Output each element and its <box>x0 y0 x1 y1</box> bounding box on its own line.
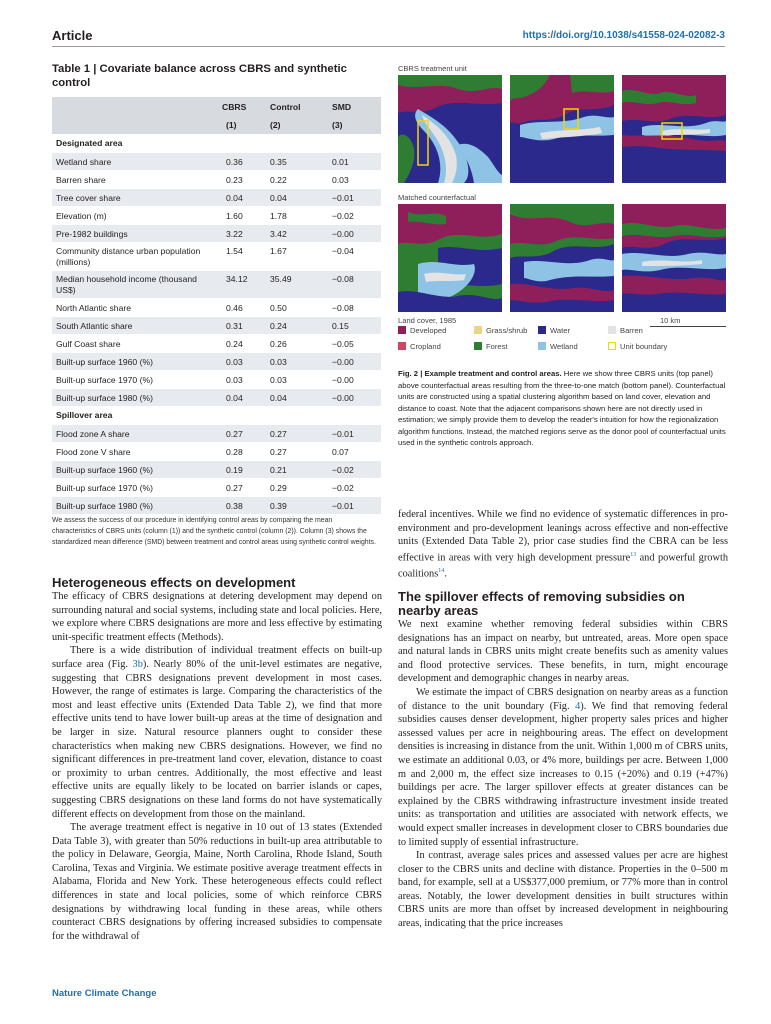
doi-link[interactable]: https://doi.org/10.1038/s41558-024-02082-3 <box>522 30 725 41</box>
map-control-1 <box>398 204 502 312</box>
table-note: We assess the success of our procedure in identifying control areas by comparing the mean characteristics of CBRS units (column (1)) and the synthetic control (column (2)). Column (3) shows the standardized mean difference (SMD) between treatment and control areas using synthetic control weights. <box>52 517 376 546</box>
legend-title: Land cover, 1985 <box>398 316 457 325</box>
table-cell: 0.35 <box>270 157 287 167</box>
table-cell: 34.12 <box>226 274 248 284</box>
legend-label: Unit boundary <box>620 342 668 351</box>
table-cell: 0.24 <box>270 321 287 331</box>
legend-item <box>398 342 441 351</box>
row-label: Built-up surface 1970 (%) <box>56 375 153 385</box>
table-cell: 0.39 <box>270 501 287 511</box>
table-row <box>52 170 381 188</box>
table-row <box>52 242 381 270</box>
table-row <box>52 334 381 352</box>
table-row <box>52 442 381 460</box>
legend-label: Grass/shrub <box>486 326 528 335</box>
col-number-2: (2) <box>270 120 281 130</box>
table-cell: 0.27 <box>270 447 287 457</box>
legend-label: Wetland <box>550 342 578 351</box>
covariate-table <box>52 97 381 514</box>
scale-bar <box>650 326 726 327</box>
map-control-3 <box>622 204 726 312</box>
table-cell: 0.27 <box>226 429 243 439</box>
table-cell: 0.04 <box>270 393 287 403</box>
table-cell: 0.04 <box>226 393 243 403</box>
legend-item <box>608 326 643 335</box>
table-cell: 0.27 <box>226 483 243 493</box>
table-row <box>52 424 381 442</box>
figure-link[interactable]: 3b <box>132 658 143 670</box>
map-treatment-2 <box>510 75 614 183</box>
row-label: North Atlantic share <box>56 303 131 313</box>
table-cell: −0.08 <box>332 303 354 313</box>
table-cell: 0.36 <box>226 157 243 167</box>
table-cell: 1.78 <box>270 211 287 221</box>
table-title: Table 1 | Covariate balance across CBRS and synthetic control <box>52 63 347 89</box>
reference-link[interactable]: 13 <box>630 551 637 558</box>
table-row <box>52 370 381 388</box>
legend-swatch <box>538 326 546 334</box>
journal-footer: Nature Climate Change <box>52 988 157 999</box>
row-label: Barren share <box>56 175 106 185</box>
row-label: Tree cover share <box>56 193 121 203</box>
article-label: Article <box>52 28 93 43</box>
table-row <box>52 496 381 514</box>
legend-label: Forest <box>486 342 508 351</box>
table-cell: 0.03 <box>226 357 243 367</box>
header-divider <box>52 46 725 47</box>
row-label: South Atlantic share <box>56 321 133 331</box>
caption-title: Fig. 2 | Example treatment and control areas. <box>398 369 562 378</box>
table-cell: 0.46 <box>226 303 243 313</box>
table-cell: −0.00 <box>332 357 354 367</box>
table-cell: −0.01 <box>332 429 354 439</box>
scale-bar-label: 10 km <box>660 316 681 325</box>
table-row <box>52 224 381 242</box>
table-cell: 0.03 <box>270 375 287 385</box>
table-row <box>52 388 381 406</box>
col-header-smd: SMD <box>332 102 352 112</box>
table-row <box>52 316 381 334</box>
table-cell: 3.42 <box>270 229 287 239</box>
table-cell: 0.03 <box>226 375 243 385</box>
heading-heterogeneous: Heterogeneous effects on development <box>52 575 296 590</box>
table-cell: −0.05 <box>332 339 354 349</box>
legend-item <box>474 342 508 351</box>
table-cell: −0.01 <box>332 501 354 511</box>
table-cell: −0.02 <box>332 465 354 475</box>
row-label: Built-up surface 1960 (%) <box>56 357 153 367</box>
table-cell: 0.03 <box>270 357 287 367</box>
row-label: Built-up surface 1980 (%) <box>56 501 153 511</box>
legend-item <box>538 342 578 351</box>
left-column-text <box>52 590 382 943</box>
table-cell: −0.00 <box>332 375 354 385</box>
table-row <box>52 152 381 170</box>
legend-item <box>538 326 570 335</box>
table-cell: 0.04 <box>270 193 287 203</box>
table-row <box>52 478 381 496</box>
row-label: Pre-1982 buildings <box>56 229 128 239</box>
legend-swatch <box>398 342 406 350</box>
row-label: Built-up surface 1980 (%) <box>56 393 153 403</box>
table-cell: −0.01 <box>332 193 354 203</box>
table-cell: 0.04 <box>226 193 243 203</box>
row-label: Gulf Coast share <box>56 339 121 349</box>
table-cell: −0.00 <box>332 393 354 403</box>
figure-bottom-label: Matched counterfactual <box>398 193 476 202</box>
table-cell: 1.54 <box>226 246 243 256</box>
legend-label: Cropland <box>410 342 441 351</box>
table-cell: 0.21 <box>270 465 287 475</box>
col-number-1: (1) <box>226 120 237 130</box>
legend-swatch <box>398 326 406 334</box>
table-cell: 0.31 <box>226 321 243 331</box>
table-cell: 0.01 <box>332 157 349 167</box>
table-cell: 0.23 <box>226 175 243 185</box>
table-row <box>52 270 381 298</box>
table-cell: 35.49 <box>270 274 292 284</box>
table-cell: 0.50 <box>270 303 287 313</box>
legend-swatch <box>538 342 546 350</box>
heading-spillover: The spillover effects of removing subsidies on nearby areas <box>398 589 685 618</box>
legend-label: Developed <box>410 326 447 335</box>
caption-text: Here we show three CBRS units (top panel) above counterfactual areas resulting from the three-to-one match (bottom panel). Counterfactual units are constructed using a spatial clustering algorithm based on land cover, elevation and distance to coast. Note that the adjacent comparisons shown here are not directly used in estimation; we simply provide them to develop the reader's intuition for how the regionalization algorithm functions. Instead, the matched regions serve as the donor pool of counterfactual units used in the synthetic controls approach. <box>398 369 726 448</box>
table-cell: −0.02 <box>332 211 354 221</box>
table-cell: 0.38 <box>226 501 243 511</box>
legend-item <box>398 326 446 335</box>
row-label: Wetland share <box>56 157 112 167</box>
row-label: Built-up surface 1970 (%) <box>56 483 153 493</box>
table-cell: 0.26 <box>270 339 287 349</box>
legend-swatch <box>608 342 616 350</box>
legend-item <box>474 326 527 335</box>
table-cell: 3.22 <box>226 229 243 239</box>
table-cell: 0.07 <box>332 447 349 457</box>
figure-top-label: CBRS treatment unit <box>398 64 467 73</box>
paragraph: There is a wide distribution of individual treatment effects on built-up surface area (Fig. 3b). Nearly 80% of the unit-level estimates are negative, suggesting that CBRS designations prevent development in most cases. However, the range of estimates is large. Comparing the characteristics of the most and least effective units (Extended Data Table 2), we find that more effective units tend to have lower built-up areas at the time of designation and be larger in size. Natural resource planners ought to consider these characteristics when making new CBRS designations. However, we find no significant differences in pre-treatment land cover, elevation, distance to coast or proximity to urban centres. Additionally, the most effective and least effective units are equally likely to be located on barrier islands or capes, suggesting CBRS designations on these land forms do not have systematically different effects on development from those on the mainland. <box>52 645 383 820</box>
table-cell: −0.02 <box>332 483 354 493</box>
table-cell: 0.03 <box>332 175 349 185</box>
paragraph: The efficacy of CBRS designations at detering development may depend on surrounding natural and social systems, including state and local policies. Here, we explore where CBRS designations are more and less effective by estimating unit-specific treatment effects (Methods). <box>52 591 382 643</box>
row-label: Community distance urban population (millions) <box>56 246 201 267</box>
map-control-2 <box>510 204 614 312</box>
paragraph: We estimate the impact of CBRS designation on nearby areas as a function of distance to the unit boundary (Fig. 4). We find that removing federal subsidies causes denser development, higher property sales prices and higher assessed values per acre in neighbouring areas. The effect on development densities is increasing in distance from the unit. Within 1,000 m of CBRS units, we estimate an additional 0.03, or 4% more, buildings per acre. Between 1,000 m and 2,000 m, the effect size increases to 0.15 (+20%) and 0.19 (+47%) buildings per acre. The larger spillover effects at greater distances can be explained by the CBRS withdrawing infrastructure investment inside treated units: as transportation and utilities are associated with network effects, we would expect smaller increases in development closer to CBRS boundaries due to limited supply of essential infrastructure. <box>398 686 729 848</box>
table-cell: 0.27 <box>270 429 287 439</box>
table-cell: 1.67 <box>270 246 287 256</box>
map-treatment-3 <box>622 75 726 183</box>
figure-caption <box>398 368 728 449</box>
table-header <box>52 97 381 134</box>
table-row <box>52 298 381 316</box>
row-label: Elevation (m) <box>56 211 107 221</box>
reference-link[interactable]: 14 <box>438 567 445 574</box>
table-cell: −0.08 <box>332 274 354 284</box>
table-section-header: Spillover area <box>56 410 113 420</box>
table-cell: 1.60 <box>226 211 243 221</box>
legend-label: Water <box>550 326 570 335</box>
row-label: Built-up surface 1960 (%) <box>56 465 153 475</box>
table-cell: −0.00 <box>332 229 354 239</box>
col-number-3: (3) <box>332 120 343 130</box>
paragraph: federal incentives. While we find no evidence of systematic differences in pro-environment and pro-development leanings across effective and non-effective units (Extended Data Table 2), prior case studies find the CBRA can be less effective in areas with very high development pressure$^{13}$ and powerful growth coalitions$^{14}$. <box>398 509 728 580</box>
legend-label: Barren <box>620 326 643 335</box>
paragraph: The average treatment effect is negative in 10 out of 13 states (Extended Data Table 3), with greater than 50% reductions in built-up area attributable to the policy in Delaware, Georgia, Maine, North Carolina, Rhode Island, South Carolina, Texas and Virginia. We estimate positive average treatment effects in Alabama, Florida and New York. These heterogeneous effects could reflect differences in state and local policies, some of which reinforce CBRS designations by withdrawing local funding in these areas, while others counteract CBRS designations by offering increased subsidies to compensate for the withdrawal of <box>52 822 382 942</box>
paragraph: In contrast, average sales prices and assessed values per acre are highest closer to the CBRS units and decline with distance. Properties in the 0–500 m band, for example, sell at a US$377,000 premium, or 77% more than in control areas. Notably, the lower development densities in built structures within CBRS units are more than offset by increased development in neighbouring areas, indicating that the price increases <box>398 850 728 930</box>
table-cell: 0.28 <box>226 447 243 457</box>
map-treatment-1 <box>398 75 502 183</box>
legend-swatch <box>474 342 482 350</box>
table-cell: 0.24 <box>226 339 243 349</box>
table-row <box>52 188 381 206</box>
legend-swatch <box>608 326 616 334</box>
table-row <box>52 460 381 478</box>
table-cell: 0.15 <box>332 321 349 331</box>
row-label: Median household income (thousand US$) <box>56 274 197 295</box>
table-cell: −0.04 <box>332 246 354 256</box>
legend-item <box>608 342 667 351</box>
paragraph: We next examine whether removing federal subsidies within CBRS designations has an impact on nearby, but untreated, areas. More open space and natural lands in CBRS units might create benefits such as amenity values and flood protective services. These benefits, in turn, might encourage development and demographic changes in nearby areas. <box>398 619 728 685</box>
table-section-header: Designated area <box>56 138 123 148</box>
row-label: Flood zone A share <box>56 429 130 439</box>
figure-link[interactable]: 4 <box>575 700 581 712</box>
table-cell: 0.22 <box>270 175 287 185</box>
col-header-control: Control <box>270 102 301 112</box>
col-header-cbrs: CBRS <box>222 102 247 112</box>
table-row <box>52 352 381 370</box>
right-column-text <box>398 618 728 931</box>
right-column-top-text <box>398 508 728 581</box>
legend-swatch <box>474 326 482 334</box>
row-label: Flood zone V share <box>56 447 131 457</box>
table-cell: 0.29 <box>270 483 287 493</box>
table-row <box>52 206 381 224</box>
table-cell: 0.19 <box>226 465 243 475</box>
